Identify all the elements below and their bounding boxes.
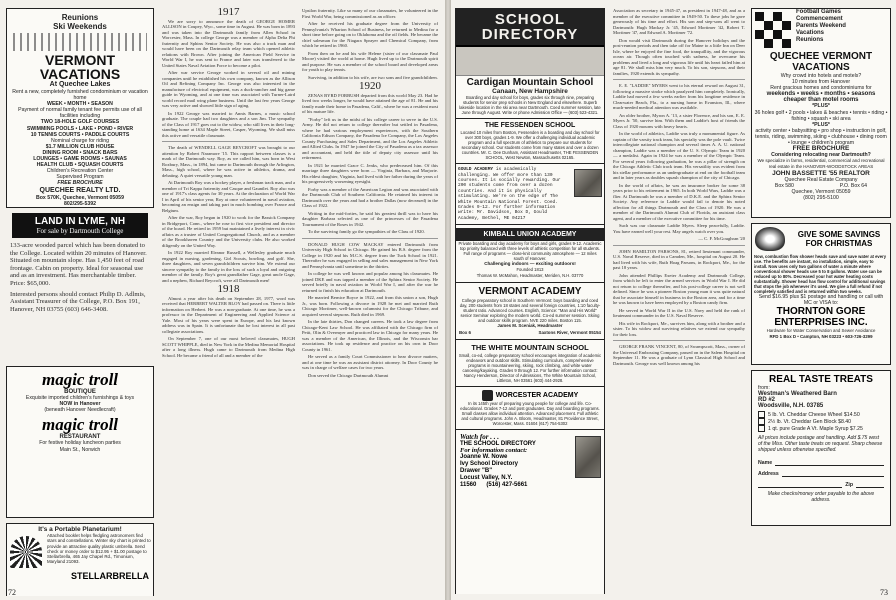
ad-brand-sub: At Quechee Lakes: [49, 81, 111, 88]
ad-line: Rent gracious homes and condominiums for: [770, 85, 872, 92]
ad-land-in-lyme: [6, 213, 154, 361]
ad-shop: RD #2: [758, 397, 776, 404]
checker-square: [773, 21, 782, 30]
order-item-label: 1 qt. pure Grade A Vt. Maple Syrup $7.25: [768, 425, 863, 432]
contact-line: For information contact:: [460, 446, 528, 454]
name-label: Name: [758, 460, 773, 467]
ad-line: HEALTH CLUB • SQUASH COURTS: [36, 162, 124, 169]
ad-quechee-occasions: [794, 9, 890, 51]
checker-square: [755, 21, 764, 30]
obituary-paragraph: Don served the Chicago Dartmouth Alumni: [308, 372, 389, 378]
ad-line: Why crowd into hotels and motels?: [780, 73, 862, 79]
divider: [613, 340, 745, 341]
right-text-column: [613, 8, 745, 594]
checker-square: [764, 21, 773, 30]
ad-heading: Ski Weekends: [53, 22, 107, 31]
trees-illustration: [13, 33, 147, 51]
ad-stellar-body: [7, 533, 153, 571]
checker-square: [782, 21, 791, 30]
checkerboard-graphic: [755, 12, 791, 48]
ad-line: Quechee Real Estate Company: [784, 176, 858, 183]
divider: [456, 386, 604, 387]
ad-line: TWO 18-HOLE GOLF COURSES: [40, 119, 120, 126]
divider: [456, 282, 604, 283]
school-name: KIMBALL UNION ACADEMY: [456, 228, 604, 241]
ad-note: All prices include postage and handling. Add $.75 west of the Miss. Other taste treats on request. Sharp cheese shipped unless otherwise specified.: [758, 435, 883, 454]
address-field[interactable]: [758, 470, 884, 477]
obituary-paragraph: From then on he and his wife Helene (sister of our classmate Paul Moore) visited the world at home. Hugh lived up to the Dartmouth spirit and purpose. He was a member of the school board and developed areas for youth to play tennis.: [302, 50, 438, 72]
occasion-line: Parents Weekend: [796, 23, 846, 29]
ad-line: LOUNGES • GAME ROOMS • SAUNAS: [33, 156, 127, 163]
page-number: 73: [880, 588, 888, 597]
obituary-paragraph: He served as a family Court Commissioner to hear divorce matters, and at one time he was an assistant district attorney. In Door County he was in charge of welfare cases for two years.: [302, 354, 438, 370]
address-label: Address: [758, 471, 779, 478]
left-ad-column: [6, 8, 154, 596]
left-text-column-2: [302, 8, 438, 594]
school-name: VERMONT ACADEMY: [478, 286, 582, 298]
checker-square: [755, 12, 764, 21]
school-name: THE FESSENDEN SCHOOL: [484, 122, 576, 130]
ad-from: from:: [758, 385, 770, 391]
ad-line: Quechee, Vermont 05059: [791, 188, 851, 195]
directory-title: SCHOOL DIRECTORY: [456, 9, 604, 47]
school-box: Box 6: [459, 329, 471, 335]
school-founded: Founded 1813: [516, 267, 544, 273]
contact-line: Drawer "B": [460, 467, 493, 474]
checker-square: [773, 30, 782, 39]
ad-savings-title: [788, 230, 890, 248]
obituary-paragraph: "Forby" left us in the midst of his college career to serve in the U.S. Army. He did not return to college thereafter but settled in Pasadena, where he had various employment experiences, with the Southern California Edison Company, the Pasadena Ice Company, the Los Angeles County Purchasing and Sales Department, and the Los Angeles Athletic and Allied Clubs. In 1947 he joined the City of Pasadena as a tax assessor and accountant, and held the title of deputy city assessor until his retirement.: [302, 116, 438, 160]
contact-line: [460, 482, 572, 488]
obituary-paragraph: John attended Phillips Exeter Academy and Dartmouth College, from which he left to enter the armed services in World War I. He did not return to college thereafter, and his post-college career is not well defined. Since he was a pioneer Boston young man it was quite natural that he associate himself in business in the Boston area, and for a time he was known to have been employed by a Boston candy firm.: [613, 272, 745, 305]
school-note: Challenging indoors — exciting outdoors!: [484, 261, 576, 267]
obituary-paragraph: He married Bernice Boyce in 1922, and from this union a son, Hugh Jr., was born. Following a divorce in 1928 he met and married Ruth Chicago Mortimer, well-known columnist for the Chicago Tribune, and acquired several stepsons. Ruth died in 1969.: [302, 295, 438, 317]
obituary-signature: — C. F. McGoughran '20: [698, 236, 745, 241]
ad-company: ENTERPRISES INC.: [774, 317, 868, 329]
checker-square: [764, 12, 773, 21]
zip-input-line[interactable]: [856, 481, 884, 488]
ad-company: THORNTON GORE: [776, 306, 866, 318]
divider: [456, 163, 604, 164]
school-text: Boarding and day school for boys, grades six through nine, preparing students for senior prep schools in New England and elsewhere. Superb lakeside location in the ski area near Dartmouth. Coed summer session, late June through August. Write or phone Admission Office — (603) 523-4321.: [459, 95, 601, 116]
ad-land-subtitle: For sale by Dartmouth College: [36, 227, 124, 235]
ad-line: SWIMMING POOLS • LAKE • POND • RIVER: [26, 125, 134, 132]
ad-troll-where: (beneath Hanover Needlecraft): [44, 407, 116, 414]
ad-stellar-brand: STELLARBRELLA: [71, 571, 149, 582]
ad-line: $1.7 MILLION CLUB HOUSE: [45, 143, 115, 150]
order-form: [752, 454, 890, 490]
ad-troll-where: NOW in Hanover: [59, 401, 101, 408]
checker-square: [782, 30, 791, 39]
ad-brand: VACATIONS: [39, 66, 121, 82]
ad-brand: VERMONT: [45, 52, 115, 68]
ad-shop: Westman's Weathered Barn: [758, 391, 837, 398]
obituary-paragraph: Don would visit Dartmouth during the Hanover holidays and the post-reunion periods and then take off for Maine to a little Inn on Deer Isle, where he enjoyed the fine food, the tranquillity, and the vigorous ocean air. Though often touched with sadness, he overcame his problems and lived a long and vigorous life until his heart failed him at age 81. We shall miss him very much. To his son, stepsons, and their families, 1920 extends its sympathy.: [613, 37, 745, 76]
obituary-paragraph: His wife in Rockport, Me., survives him, along with a brother and a sister. To his widow and surviving relatives we extend our sympathy for their loss.: [613, 320, 745, 337]
ad-brand: QUECHEE VERMONT: [769, 51, 873, 62]
obituary-paragraph: Association as secretary in 1945-47, as president in 1947-48, and as a member of the executive committee in 1949-50. To these jobs he gave generously of his time and effort. His son and step-sons all went to Dartmouth: Hugh Mackay Jr. '45, Edward Mortimer '42, Robert T. Mortimer '47, and Edward A. Mortimer '72.: [613, 8, 745, 35]
order-item-label: 2½ lb. Vt. Cheddar Gen Block $8.40: [768, 418, 852, 425]
obituary-paragraph: In 1922 George was married to Annis Barnes, a music school graduate. The couple had two daughters and a son Jim. The sympathy of the Class of 1917 goes out to the widow, who still lives in their long-standing home at 1634 Maple Street, Casper, Wyoming. We shall miss this active and versatile classmate.: [162, 110, 295, 138]
ad-line: Box 580: [774, 182, 794, 189]
ad-line: weekends • weeks • months • seasons: [766, 91, 876, 98]
checkbox[interactable]: [758, 411, 765, 418]
ad-line: Children's Recreation Center: [46, 168, 114, 175]
contact-zip: 11560: [460, 481, 477, 488]
ad-line: *PLUS*: [812, 121, 830, 128]
school-directory: [455, 8, 605, 594]
obituary-paragraph: Upsilon fraternity. Like so many of our classmates, he volunteered in the First World War, being commissioned as an officer.: [302, 8, 438, 19]
ad-line: Rent a new, completely furnished condominium or vacation home: [12, 89, 148, 102]
ad-line: JOHN BASSETTE '55 REALTOR: [772, 169, 870, 177]
gould-block: [456, 167, 604, 221]
ad-vermont-vacations: [6, 8, 154, 208]
ad-address: RFD 1 Box D • Campton, NH 03223 • 603-726-3299: [769, 334, 873, 340]
ad-land-contact: Interested persons should contact Philip D. Adlmis, Assistant Treasurer of the College, P.O. Box 191, Hanover, NH 03755 (603) 646-3408.: [10, 290, 146, 313]
ad-troll-type: BOUTIQUE: [64, 389, 96, 395]
obituary-paragraph: On September 7, one of our most beloved classmates, HUGH SCOTT WHIPPLE, died in New York in the Medina Memorial Hospital after a long illness. Hugh came to Dartmouth from Medina High School. He became a friend of all and a member of the: [162, 336, 295, 358]
ad-quechee-vacations: [751, 8, 891, 218]
obituary-paragraph: E. E. "LADDIE" MYERS went to his eternal reward on August 31, following a massive stroke which paralyzed him completely. Ironically, Laddie had moved a few weeks earlier from his longtime residence in Clearwater Beach, Fla., to a nursing home in Evanston, Ill., where much-needed medical attention was available.: [613, 83, 745, 110]
obituary-paragraph: In the late thirties, Don changed careers. He took a law degree from Chicago-Kent Law School. He was affiliated with the Chicago firm of Petit, Olin & Overmyer and practiced law in Chicago for many years. He was a member of the American, the Illinois, and the Wisconsin bar associations. He took up residence and practice on his own in Door County in 1961.: [302, 319, 438, 352]
zip-field[interactable]: [758, 481, 884, 488]
ad-line: QUECHEE REALTY LTD.: [39, 186, 121, 194]
ad-troll-name: magic troll: [41, 370, 119, 389]
obituary-paragraph: In 1921 he married Grace C. Jenks, who predeceased him. Of this marriage three daughters were born — Virginia, Barbara, and Marjorie. His eldest daughter, Virginia, had lived with her father during the years of his progressively worsening eyesight.: [302, 162, 438, 184]
ad-troll-where: Main St., Norwich: [59, 446, 101, 453]
ad-stellarbrella: [6, 523, 154, 596]
ad-line: 10 TENNIS COURTS • PADDLE COURTS: [30, 131, 130, 138]
ad-savings-text: Now, combustion flow shower heads save and save water at every use. The benefits are instant, no installation, simple, easy to install. Now uses only two gallons of water a minute where conventional shower heads use 5 to 8 gallons. Water use can be reduced up to 80%. Decreased your hot water heating costs substantially. Shower head has flow control for additional savings that stops the job whenever it's used. We give a full refund if not completely satisfied and is returned within two weeks.: [754, 254, 887, 294]
ad-line: 802/295-5392: [63, 200, 97, 207]
checker-square: [764, 30, 773, 39]
obituary-paragraph: An older brother, Myron A. '13, a sister Florence, and his son, E. E. Myers Jr. '50, survive him. With them and Laddie's host of friends the Class of 1920 mourns with heavy hearts.: [613, 112, 745, 129]
directory-photo: [575, 436, 601, 478]
class-year-heading: 1918: [217, 283, 240, 295]
obituary-paragraph: Writing in the mid-forties, he said his greatest thrill was to have his daughter Barbara selected as one of the princesses of the Pasadena Tournament of the Roses in 1942.: [302, 210, 438, 227]
umbrella-icon: [10, 536, 42, 568]
ad-line: 36 holes golf • 2 pools • lakes & beaches • tennis • riding • fishing • squash • ski area: [754, 109, 888, 122]
obituary-paragraph: In 1922 Roy married Eleanor Russell, a Wellesley graduate much engaged in nursing, gardening, Girl Scouts, bowling, and golf. She, three daughters, and seven grandchildren survive him. We extend our sincere sympathy to the family in the loss of such a loyal and outgoing member of the family. Roy's great grandfather Gage, great uncle Gage, and a nephew, Richard Reycroft, were all Dartmouth men!: [162, 250, 295, 283]
school-name: Cardigan Mountain School: [466, 77, 594, 88]
occasion-line: Commencement: [796, 16, 843, 22]
checkbox[interactable]: [758, 425, 765, 432]
obituary-paragraph: Almost a year after his death on September 28, 1977, word was received that HERBERT WALTER BLOY had passed on. There is little information on Herbert. He was a non-graduate. At one time, he was a professor in the Department of Engineering and Applied Science at Yale. Most of his years were spent in Europe, and his last known address was in Spain. It is unfortunate that he lost interest in all past collegiate associations.: [162, 295, 295, 334]
obituary-paragraph: Forby was a member of the American Legion and was associated with the Dartmouth Club of Southern California. He retained his interest in Dartmouth over the years and had a brother Dallas (now deceased) in the Class of 1922.: [302, 186, 438, 208]
watch-line: THE SCHOOL DIRECTORY: [460, 440, 536, 447]
contact-line: Ivy School Directory: [460, 460, 519, 467]
name-field[interactable]: [758, 459, 884, 466]
page-number: 72: [8, 588, 16, 597]
ad-real-taste-treats: [751, 370, 891, 526]
school-text: Located 10 miles from Boston, Fessenden is a boarding and day school for over 300 boys, grades 1-9. We offer a challenging individual academic program and a full spectrum of athletics to prepare our students for secondary school. Our students come from many states and over a dozen countries. Mr. C. Dee Dunham, Assistant Headmaster, THE FESSENDEN SCHOOL, West Newton, Massachusetts 02165.: [460, 130, 600, 161]
class-year-heading: 1917: [217, 8, 240, 18]
ad-footer: Make checks/money order payable to the above address.: [767, 491, 875, 504]
school-location: Canaan, New Hampshire: [492, 88, 568, 95]
class-year-heading: 1920: [359, 80, 381, 92]
ad-line: DINING ROOM • SNACK BARS: [42, 149, 118, 156]
ad-magic-troll: [6, 366, 154, 518]
ad-quechee-top: [752, 9, 890, 51]
ad-land-text: 133-acre wooded parcel which has been donated to the College. Located within 20 minutes of Hanover. Situated on mountain slope. Has 1,450 feet of road frontage. Cabin on property. Ideal for seasonal use and as an investment. Has merchantable timber. Price: $65,000.: [10, 242, 147, 287]
obituary-paragraph: He served in World War II in the U.S. Navy and held the rank of lieutenant commander in the U.S. Naval Reserve.: [613, 307, 745, 318]
school-name: GOULD ACADEMY: [458, 167, 494, 173]
occasion-line: Reunions: [796, 37, 824, 43]
school-address-row: [456, 330, 604, 336]
order-items: [752, 409, 890, 434]
order-item[interactable]: [758, 425, 884, 432]
school-photo: [456, 47, 604, 76]
ad-title-line: GIVE SOME SAVINGS: [797, 230, 881, 239]
divider: [456, 118, 604, 119]
school-directory-column: [455, 8, 605, 594]
name-input-line[interactable]: [775, 459, 884, 466]
directory-contact-text: [456, 433, 572, 488]
ad-line: *PLUS*: [812, 103, 830, 110]
obituary-paragraph: At Dartmouth Roy was a hockey player, a freshman track man, and a member of Tri Kappa fraternity and Casque and Gauntlet. Roy also was one of 1917's class agents for 30 years. At the declaration of World War I in April of his senior year, Roy at once volunteered in naval aviation, becoming an ensign and taking part in much bombing over France and Belgium.: [162, 180, 295, 213]
checker-square: [755, 39, 764, 48]
school-text: In its 145th year of preparing young people for college and life. Co-educational. Grades 7-12 and post graduates. Day and boarding programs. Small classes allow individual attention. Advanced placement. Full athletic and cultural programs. John A. Bloom, Headmaster, 81 Providence Street, Worcester, Mass. 01604 (617) 754-5302: [460, 400, 600, 426]
watch-line: Watch for . . .: [460, 432, 499, 441]
ad-line: WEEK • MONTH • SEASON: [47, 101, 113, 108]
contact-phone: (516) 427-5661: [486, 481, 528, 488]
contact-line: Locust Valley, N.Y.: [460, 474, 513, 481]
ad-line: Box 570K, Quechee, Vermont 05059: [36, 194, 124, 201]
obituary-paragraph: In the world of athletics, Laddie was truly a monumental figure. As captain of the varsity track team, his specialty was the pole vault. Twice intercollegiate national champion and several times A. A. U. national champion, Laddie was a member of the U. S. Olympic Team in 1920 — a medalist. Again in 1924 he was a member of the Olympic Team. For several years following graduation, he was a pillar of strength on the Chicago Athletic Club track team. His versatility was evident from his stellar performance as an undergraduate at end on the football team and in later years as doubles squash champion of the city of Chicago.: [613, 131, 745, 180]
obituary-paragraph: After the war, Roy began in 1920 to work for the Bassick Company in Bridgeport, Conn., where he rose to first vice president and director of the board. He retired in 1959 but maintained a lively interest in civic affairs as a trustee of United Congregational Church, and as a member of the Brookhaven Country and the University clubs. He also worked diligently on the United Way.: [162, 215, 295, 248]
obituary-paragraph: After war service George worked in several oil and mining companies until he established his own company, known as the Allison Oil and Refining Company Inc. George was also interested in the manufacture of electrical equipment, was a duck-rancher and big game guide in Wyoming, and at one time was associated with Turner-Laird world record mail wing plane business. Until the last few years George was very active and showed little sign of aging.: [162, 70, 295, 108]
ad-shop: Woodsville, N.H. 03785: [758, 403, 824, 410]
order-item[interactable]: [758, 418, 884, 425]
ad-troll-desc: Exquisite imported children's furnishings & toys: [25, 395, 135, 402]
obituary-paragraph: Surviving, in addition to his wife, are two sons and five grandchildren.: [308, 74, 438, 80]
ad-title: REAL TASTE TREATS: [769, 374, 873, 385]
obituary-paragraph: To the surviving family go the sympathies of the Class of 1920.: [308, 229, 425, 234]
left-text-column-1: [162, 8, 295, 594]
ad-brand: VACATIONS: [792, 62, 850, 73]
zip-label: Zip: [845, 482, 853, 489]
divider: [613, 245, 745, 246]
city-input-line[interactable]: [758, 481, 842, 488]
obituary-paragraph: GEORGE FRANK VINCENT, 80, of Swampscott, Mass., owner of the Universal Embossing Company, passed on in the Salem Hospital on September 11. He was a graduate of Lynn Classical High School and Dartmouth. George was well known among his: [613, 344, 745, 366]
school-contact: Thomas W. McMahon, Headmaster, Meriden, N.H. 03770: [476, 273, 584, 279]
ad-line: (802) 295-5100: [803, 194, 839, 201]
ad-line: FREE BROCHURE: [57, 180, 103, 187]
contact-line: Joanne W. Nowe: [460, 453, 508, 460]
obituary-paragraph: JOHN HAMILTON PARSONS, 81, retired lieutenant commander, U.S. Naval Reserve, died in a Camden, Me., hospital on August 20. He had lived with his wife, Ruth Hoag Parsons, in Rockport, Me., for the past 18 years.: [613, 248, 745, 270]
ad-land-title-box: [12, 213, 148, 238]
school-address: Saxtons River, Vermont 05154: [538, 329, 601, 335]
checker-square: [755, 30, 764, 39]
ad-heading: Reunions: [61, 13, 99, 22]
obituary-paragraph: The death of WENDELL GAGE REYCROFT was brought to our attention by Robert Naramore '15. This rapport between classes is a mark of the Dartmouth way. Roy, as we called him, was born in West Roxbury, Mass., in 1894, but came to Dartmouth through the Arlington, Mass., high school, where he was active in athletics, drama, and debating. A quiet versatile young man.: [162, 145, 295, 178]
ad-line: activity center • babysitting • pro shop • instruction in golf, tennis, riding, swimming, skiing • clubhouse • dining room • lounge • children's program: [755, 127, 887, 147]
directory-contact-box: [456, 433, 604, 488]
divider: [456, 339, 604, 340]
ad-tagline: Hardware for Water Conservation and Sewer Avoidance: [766, 328, 876, 334]
ad-troll-desc: For festive holiday luncheon parties: [39, 440, 121, 447]
ad-line: We specialize in farms, residential, commercial and recreational real estate in the HANOVER-WOODSTOCK AREAS: [757, 158, 885, 170]
checker-square: [773, 12, 782, 21]
obituary-paragraph: Such was our classmate Laddie Myers. Sleep peacefully, Laddie. You have earned well your rest. May angels watch over you.: [613, 223, 745, 234]
ad-line: cheaper than motel rooms: [783, 97, 859, 104]
obituary-paragraph: After he received his graduate degree from the University of Pennsylvania's Wharton School of Business, he returned to Medina for a short time before going on to Oklahoma and the oil fields. He became the chief salesman for the Niagara Sprayer and Chemical Company, from which he retired in 1960.: [302, 21, 438, 48]
divider: [162, 141, 295, 142]
obituary-paragraph: DONALD HUGH COW MACKAY entered Dartmouth from University High School in Chicago. He gained his B.S. degree from the College in 1920 and his M.C.S. degree from the Tuck School in 1921. Thereafter he was engaged in selling and sales management in New York and Pennsylvania until sometime in the thirties.: [302, 241, 438, 269]
school-contact: James M. Sceniak, Headmaster: [497, 323, 563, 329]
right-page: [451, 0, 896, 600]
worcester-header: [456, 390, 604, 401]
school-text: College preparatory school in Southern Vermont: boys boarding and coed day, 200 students from 18 states and several foreign countries, 1:10 faculty-student ratio. Advanced courses. English, Science: "Man and His World" senior Seminar exploring the modern world. Co-ed summer session. Skiing and outdoor skills program. NVE 220 miles. Boston 115.: [459, 298, 601, 324]
school-name: THE WHITE MOUNTAIN SCHOOL: [471, 342, 589, 352]
divider: [456, 429, 604, 430]
ad-line: Nominal charge for riding: [51, 137, 109, 144]
ad-line: FREE BROCHURE: [792, 145, 850, 153]
right-ad-column: [751, 8, 891, 594]
ad-troll-type: RESTAURANT: [59, 434, 101, 441]
showerhead-icon: [755, 227, 785, 251]
divider: [456, 224, 604, 225]
ad-stellar-text: Attached booklet helps fledgling astronomers find stars and constellations. Winter sky chart is printed to provide an attractive quality plastic umbrella. Send check or money order to $12.95 + $1.00 postage to Stellarbrella, 465 Jay Chapel Rd., Timonium, Maryland 21093.: [47, 533, 151, 565]
ad-line: P.O. Box 64: [839, 182, 868, 189]
occasion-line: Football Games: [796, 9, 842, 15]
ad-give-savings: [751, 223, 891, 365]
school-name: WORCESTER ACADEMY: [495, 391, 579, 399]
ad-line: Considering relocating near Dartmouth?: [771, 152, 871, 159]
order-item-label: 5 lb. Vt. Cheddar Cheese Wheel $14.50: [768, 411, 860, 418]
checker-square: [764, 39, 773, 48]
school-text: Small, co-ed, college preparatory school encourages integration of academic endeavors and outdoor skills. Stimulating curriculum, comprehensive programs in mountaineering, skiing, rock climbing, and white water canoeing/kayaking. Grades 9 through 12. For further information contact: Nancy Henderson, Director of Admissions, The White Mountain School, Littleton, NH 03561 (603) 444-2928.: [458, 352, 602, 383]
school-text: is academically challenging. We offer more than 130 courses. It is socially rewarding. Our 200 students come from over a dozen countries. And it is physically stimulating. We're on the edge of The White Mountain National Forest. Coed. Grades 9-12. For further information write: Mr. Davidson, Box D, Gould Academy, Bethel, ME 04217: [458, 167, 561, 221]
obituary-paragraph: In college he was well known and popular among his classmates. He joined DKE and was tapped a member of the Sphinx Senior Society. He served briefly in naval aviation in World War I, and after the war he returned to finish his education at Dartmouth.: [302, 271, 438, 293]
school-photo: [574, 169, 602, 197]
gould-text-block: [456, 167, 572, 221]
divider: [613, 79, 745, 80]
divider: [302, 238, 438, 239]
obituary-paragraph: ZENAS BYRD FORBUSH departed from this world May 23. Had he lived two weeks longer, he would have attained the age of 81. He and his family made their home in Pasadena, Calif., where he was a resident most of his mature life.: [302, 92, 438, 114]
ad-land-title: LAND IN LYME, NH: [34, 216, 126, 227]
ad-stellar-title: It's a Portable Planetarium!: [38, 526, 122, 533]
ad-troll-name: magic troll: [41, 415, 119, 435]
checker-square: [773, 39, 782, 48]
checker-square: [782, 39, 791, 48]
checker-square: [782, 12, 791, 21]
ad-line: Supervised Program: [56, 174, 104, 181]
ad-savings-send: Send $16.95 plus $1 postage and handling or call with MC or VISA to:: [758, 294, 884, 307]
checkbox[interactable]: [758, 418, 765, 425]
shield-icon: [482, 390, 493, 401]
address-input-line[interactable]: [782, 470, 884, 477]
ad-line: 10 minutes from Hanover: [791, 79, 851, 86]
left-page: [0, 0, 445, 600]
ad-savings-header: [752, 224, 890, 254]
ad-title-line: FOR CHRISTMAS: [805, 239, 873, 248]
school-text: Private boarding and day academy for boys and girls, grades 9-12. Academic top priority balanced with three levels of athletic competition for all students. Full range of programs — close-knit community atmosphere — 12 miles south of Hanover.: [458, 241, 602, 262]
ad-line: Payment of normal family tenant fee permits use of all facilities including: [18, 107, 142, 120]
obituary-paragraph: In the world of affairs, he was an insurance broker for some 38 years prior to his retirement in 1965. In both World Wars, Laddie was a flier. At Dartmouth he was a member of D.K.E. and the Sphinx Senior Society. Any reference to Laddie would fail to denote his noted affection for all things Dartmouth and the Class of 1920. He was a member of the Dartmouth Alumni Club of Florida, an assistant class agent, and a member of the executive committee for his time.: [613, 182, 745, 221]
ad-lines: [7, 89, 153, 207]
order-item[interactable]: [758, 411, 884, 418]
occasion-line: Vacations: [796, 30, 825, 36]
obituary-paragraph: We are sorry to announce the death of GEORGE HOMER ALLISON in Coupey, Wyo., some time in August. He was born in 1893 and was taken into the Dartmouth family from Allen School in Worcester, Mass. In college George was a member of Alpha Delta Phi fraternity and Sphinx Senior Society. He was also a track man and would have been on the Dartmouth relay team which opened athletic relations with Brown. After joining the American Field Service in World War I, he was sent to France and later was transferred to the United States Naval Aviation Force to become a pilot.: [162, 18, 295, 68]
